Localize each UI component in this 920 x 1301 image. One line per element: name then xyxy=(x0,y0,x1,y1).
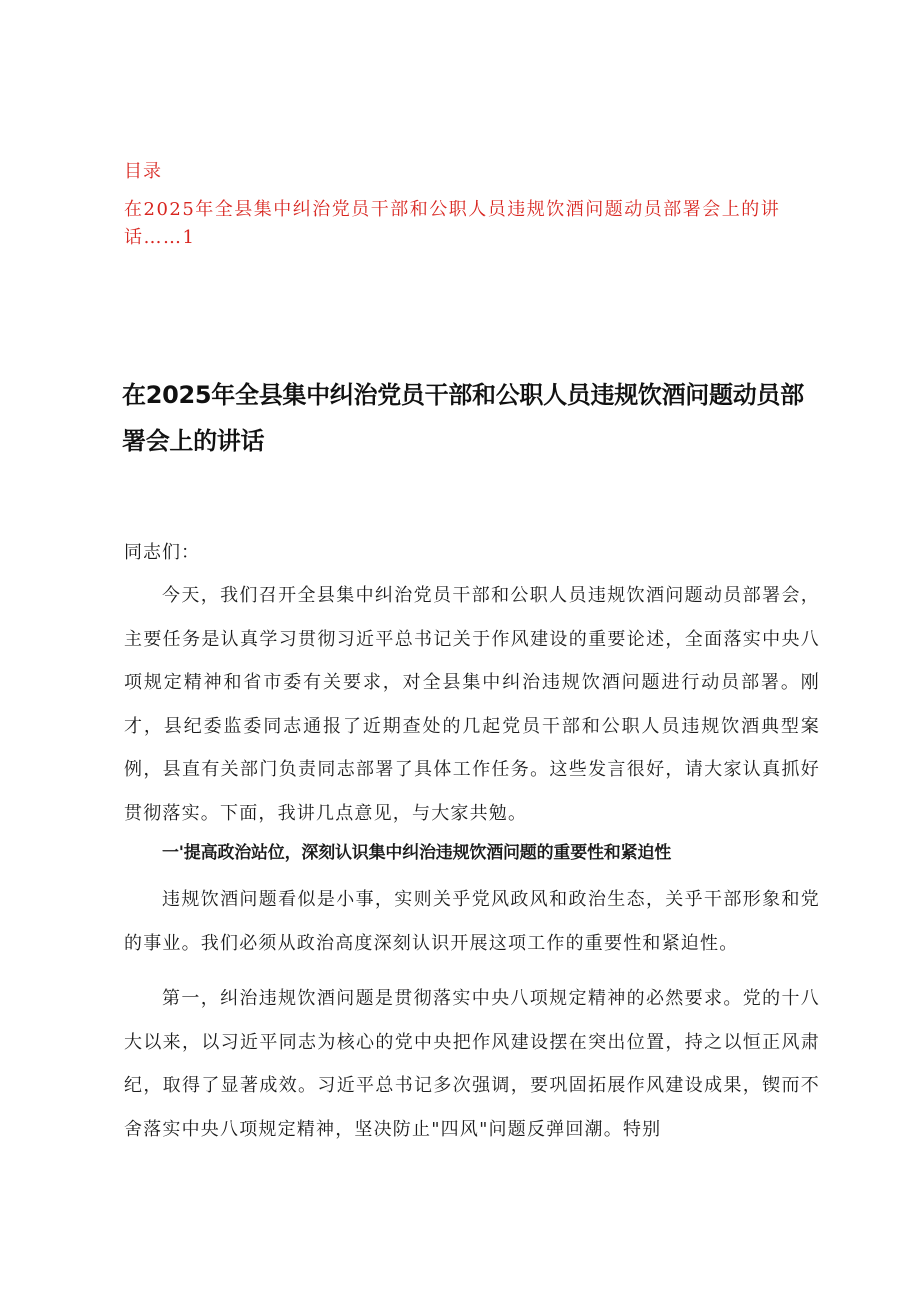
toc-heading: 目录 xyxy=(124,161,162,182)
toc-entry-link[interactable]: 在2025年全县集中纠治党员干部和公职人员违规饮酒问题动员部署会上的讲话……1 xyxy=(124,199,781,248)
body-paragraph-section-1: 违规饮酒问题看似是小事，实则关乎党风政风和政治生态，关乎干部形象和党的事业。我们必须从政治高度深刻认识开展这项工作的重要性和紧迫性。 xyxy=(124,889,820,954)
body-paragraph-intro: 今天，我们召开全县集中纠治党员干部和公职人员违规饮酒问题动员部署会，主要任务是认真学习贯彻习近平总书记关于作风建设的重要论述，全面落实中央八项规定精神和省市委有关要求，对全县集中纠治违规饮酒问题进行动员部署。刚才，县纪委监委同志通报了近期查处的几起党员干部和公职人员违规饮酒典型案例，县直有关部门负责同志部署了具体工作任务。这些发言很好，请大家认真抓好贯彻落实。下面，我讲几点意见，与大家共勉。 xyxy=(124,585,820,824)
table-of-contents xyxy=(124,158,804,252)
salutation: 同志们： xyxy=(124,542,200,563)
body-paragraph-point-1: 第一，纠治违规饮酒问题是贯彻落实中央八项规定精神的必然要求。党的十八大以来，以习近平同志为核心的党中央把作风建设摆在突出位置，持之以恒正风肃纪，取得了显著成效。习近平总书记多次强调，要巩固拓展作风建设成果，锲而不舍落实中央八项规定精神，坚决防止"四风"问题反弹回潮。特别 xyxy=(124,988,820,1140)
section-heading-1: 一'提高政治站位，深刻认识集中纠治违规饮酒问题的重要性和紧迫性 xyxy=(162,843,672,863)
document-title: 在2025年全县集中纠治党员干部和公职人员违规饮酒问题动员部署会上的讲话 xyxy=(122,381,804,455)
